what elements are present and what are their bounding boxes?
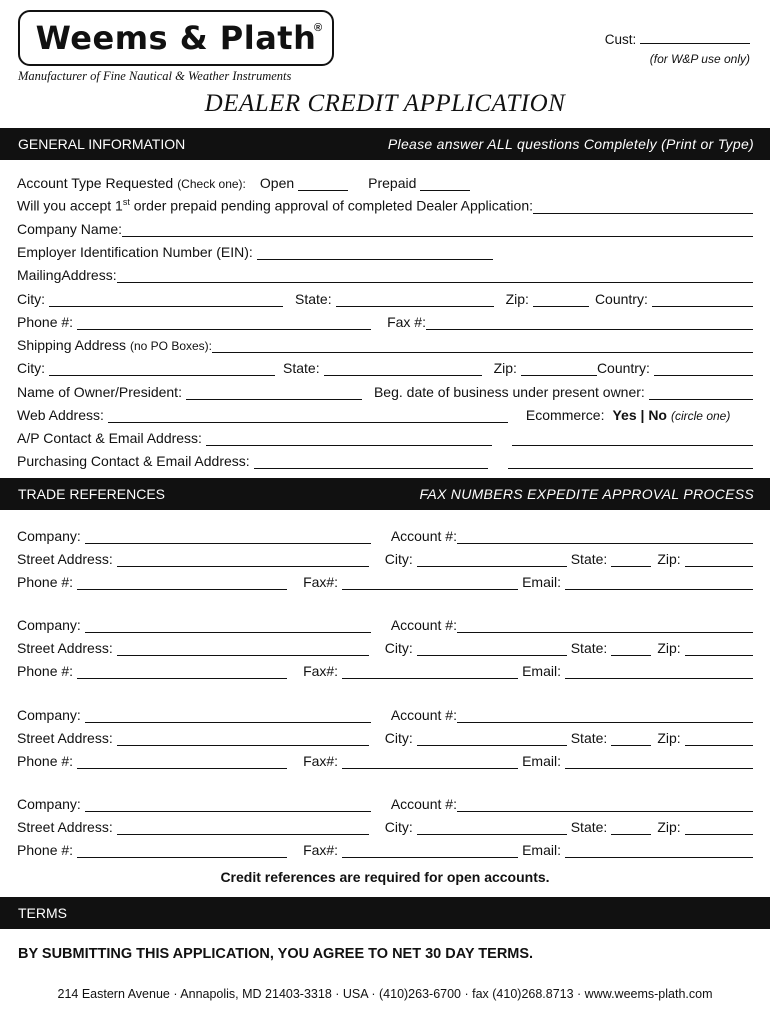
- ref4-city-label: City:: [384, 819, 413, 835]
- ref3-state-label: State:: [570, 730, 608, 746]
- ein-row: [17, 240, 753, 260]
- city-input[interactable]: [49, 291, 283, 307]
- ref1-email-input[interactable]: [565, 574, 753, 590]
- phone-input[interactable]: [77, 314, 371, 330]
- ref4-state-label: State:: [570, 819, 608, 835]
- shipping-city-label: City:: [17, 360, 45, 376]
- ref2-account-label: Account #:: [390, 617, 457, 633]
- ref2-zip-label: Zip:: [657, 640, 681, 656]
- ref3-zip-label: Zip:: [657, 730, 681, 746]
- shipping-country-input[interactable]: [654, 360, 753, 376]
- trade-ref-3-row-2: [17, 726, 753, 746]
- ref4-company-input[interactable]: [85, 796, 371, 812]
- ref3-phone-input[interactable]: [77, 753, 287, 769]
- cust-label: Cust:: [604, 32, 637, 47]
- ref2-city-label: City:: [384, 640, 413, 656]
- ref4-city-input[interactable]: [417, 819, 567, 835]
- ref2-state-label: State:: [570, 640, 608, 656]
- open-label: Open: [259, 175, 295, 191]
- page-title: DEALER CREDIT APPLICATION: [204, 90, 566, 117]
- ref2-account-input[interactable]: [457, 617, 753, 633]
- trade-ref-1-row-2: [17, 547, 753, 567]
- terms-header: [0, 897, 770, 929]
- account-type-label: Account Type Requested: [17, 175, 174, 191]
- web-input[interactable]: [108, 407, 508, 423]
- ref2-company-label: Company:: [17, 617, 81, 633]
- prepaid-input[interactable]: [420, 175, 470, 191]
- beg-date-label: Beg. date of business under present owner:: [373, 384, 645, 400]
- trade-ref-3-row-3: [17, 749, 753, 769]
- shipping-zip-input[interactable]: [521, 360, 597, 376]
- ref1-city-input[interactable]: [417, 551, 567, 567]
- purchasing-email-input[interactable]: [508, 453, 753, 469]
- mailing-city-row: [17, 287, 753, 307]
- owner-label: Name of Owner/President:: [17, 384, 182, 400]
- company-name-label: Company Name:: [17, 221, 123, 237]
- ref4-account-input[interactable]: [457, 796, 753, 812]
- logo-wordmark: Weems & Plath: [35, 19, 317, 57]
- brand-logo: [18, 10, 334, 66]
- trade-ref-1-row-3: [17, 570, 753, 590]
- trade-ref-2-row-1: [17, 613, 753, 633]
- mailing-input[interactable]: [117, 267, 753, 283]
- ref1-street-label: Street Address:: [17, 551, 113, 567]
- ref3-phone-label: Phone #:: [17, 753, 74, 769]
- fax-label: Fax #:: [387, 314, 426, 330]
- trade-ref-4-row-2: [17, 815, 753, 835]
- ref3-account-input[interactable]: [457, 707, 753, 723]
- cust-field[interactable]: [605, 30, 750, 47]
- terms-heading: TERMS: [18, 905, 67, 921]
- ref1-account-label: Account #:: [390, 528, 457, 544]
- ref4-phone-label: Phone #:: [17, 842, 74, 858]
- ref1-fax-label: Fax#:: [303, 574, 339, 590]
- trade-ref-2-row-3: [17, 659, 753, 679]
- first-order-input[interactable]: [533, 198, 753, 214]
- company-name-input[interactable]: [122, 221, 753, 237]
- ref1-city-label: City:: [384, 551, 413, 567]
- ref4-company-label: Company:: [17, 796, 81, 812]
- general-info-header: [0, 128, 770, 160]
- ref1-phone-input[interactable]: [77, 574, 287, 590]
- ecommerce-label: Ecommerce:: [525, 407, 605, 423]
- ref1-company-input[interactable]: [85, 528, 371, 544]
- company-name-row: [17, 217, 753, 237]
- ref3-fax-label: Fax#:: [303, 753, 339, 769]
- ref3-street-label: Street Address:: [17, 730, 113, 746]
- ref2-fax-input[interactable]: [342, 663, 518, 679]
- tagline: Manufacturer of Fine Nautical & Weather Instruments: [18, 69, 292, 83]
- ap-contact-label: A/P Contact & Email Address:: [17, 430, 202, 446]
- ref2-street-input[interactable]: [117, 640, 369, 656]
- cust-note: (for W&P use only): [649, 52, 750, 66]
- cust-input-line[interactable]: [640, 30, 750, 44]
- ref2-street-label: Street Address:: [17, 640, 113, 656]
- ref3-street-input[interactable]: [117, 730, 369, 746]
- shipping-city-row: [17, 356, 753, 376]
- shipping-input[interactable]: [212, 337, 753, 353]
- ref3-city-label: City:: [384, 730, 413, 746]
- trade-ref-4-row-3: [17, 838, 753, 858]
- ref1-account-input[interactable]: [457, 528, 753, 544]
- check-one-note: (Check one):: [177, 177, 246, 191]
- trade-ref-1-row-1: [17, 524, 753, 544]
- yes-no-choice[interactable]: Yes | No: [612, 407, 667, 423]
- ref2-email-label: Email:: [522, 663, 561, 679]
- no-po-note: (no PO Boxes):: [129, 339, 212, 353]
- general-info-heading: GENERAL INFORMATION: [18, 136, 186, 152]
- trade-references-heading: TRADE REFERENCES: [18, 486, 166, 502]
- ref4-zip-label: Zip:: [657, 819, 681, 835]
- ref4-zip-input[interactable]: [685, 819, 753, 835]
- ref2-phone-input[interactable]: [77, 663, 287, 679]
- city-label: City:: [17, 291, 45, 307]
- ein-label: Employer Identification Number (EIN):: [17, 244, 253, 260]
- first-order-label: Will you accept 1st order prepaid pending approval of completed Dealer Application:: [17, 197, 533, 214]
- web-label: Web Address:: [17, 407, 104, 423]
- purchasing-row: [17, 449, 753, 469]
- ref1-email-label: Email:: [522, 574, 561, 590]
- state-label: State:: [295, 291, 332, 307]
- first-order-row: [17, 194, 753, 214]
- ref1-street-input[interactable]: [117, 551, 369, 567]
- ref1-phone-label: Phone #:: [17, 574, 74, 590]
- ref1-state-label: State:: [570, 551, 608, 567]
- circle-one-note: (circle one): [670, 409, 731, 423]
- ref2-company-input[interactable]: [85, 617, 371, 633]
- ref2-state-input[interactable]: [611, 640, 651, 656]
- state-input[interactable]: [336, 291, 494, 307]
- shipping-state-label: State:: [283, 360, 320, 376]
- ref4-fax-input[interactable]: [342, 842, 518, 858]
- ref3-company-label: Company:: [17, 707, 81, 723]
- phone-fax-row: [17, 310, 753, 330]
- ref1-zip-label: Zip:: [657, 551, 681, 567]
- ref4-account-label: Account #:: [390, 796, 457, 812]
- ref3-email-label: Email:: [522, 753, 561, 769]
- trade-references-header: [0, 478, 770, 510]
- ref2-zip-input[interactable]: [685, 640, 753, 656]
- owner-input[interactable]: [186, 384, 362, 400]
- ref3-city-input[interactable]: [417, 730, 567, 746]
- beg-date-input[interactable]: [649, 384, 753, 400]
- ref1-company-label: Company:: [17, 528, 81, 544]
- terms-text: BY SUBMITTING THIS APPLICATION, YOU AGREE TO NET 30 DAY TERMS.: [18, 946, 534, 962]
- ref2-fax-label: Fax#:: [303, 663, 339, 679]
- prepaid-label: Prepaid: [368, 175, 417, 191]
- ap-contact-row: [17, 426, 753, 446]
- zip-label: Zip:: [505, 291, 529, 307]
- ref2-email-input[interactable]: [565, 663, 753, 679]
- ref3-fax-input[interactable]: [342, 753, 518, 769]
- ref4-fax-label: Fax#:: [303, 842, 339, 858]
- shipping-label: Shipping Address: [17, 337, 126, 353]
- ref4-street-label: Street Address:: [17, 819, 113, 835]
- ref3-company-input[interactable]: [85, 707, 371, 723]
- web-row: [17, 403, 753, 423]
- ref4-street-input[interactable]: [117, 819, 369, 835]
- ref3-email-input[interactable]: [565, 753, 753, 769]
- ref1-zip-input[interactable]: [685, 551, 753, 567]
- ap-contact-input[interactable]: [206, 430, 492, 446]
- ref3-zip-input[interactable]: [685, 730, 753, 746]
- zip-input[interactable]: [533, 291, 589, 307]
- ref1-state-input[interactable]: [611, 551, 651, 567]
- shipping-state-input[interactable]: [324, 360, 482, 376]
- general-info-instruction: Please answer ALL questions Completely (Print or Type): [387, 136, 754, 152]
- shipping-row: [17, 333, 753, 353]
- shipping-city-input[interactable]: [49, 360, 275, 376]
- open-input[interactable]: [298, 175, 348, 191]
- ref4-state-input[interactable]: [611, 819, 651, 835]
- ref4-email-label: Email:: [522, 842, 561, 858]
- ref4-phone-input[interactable]: [77, 842, 287, 858]
- phone-label: Phone #:: [17, 314, 74, 330]
- ref3-account-label: Account #:: [390, 707, 457, 723]
- ref1-fax-input[interactable]: [342, 574, 518, 590]
- registered-mark: ®: [314, 22, 323, 34]
- trade-ref-3-row-1: [17, 703, 753, 723]
- purchasing-input[interactable]: [254, 453, 488, 469]
- owner-row: [17, 380, 753, 400]
- ref3-state-input[interactable]: [611, 730, 651, 746]
- trade-references-instruction: FAX NUMBERS EXPEDITE APPROVAL PROCESS: [419, 486, 754, 502]
- trade-ref-4-row-1: [17, 792, 753, 812]
- ap-email-input[interactable]: [512, 430, 753, 446]
- mailing-label: MailingAddress:: [17, 267, 117, 283]
- ein-input[interactable]: [257, 244, 493, 260]
- mailing-row: [17, 263, 753, 283]
- ref2-city-input[interactable]: [417, 640, 567, 656]
- shipping-zip-label: Zip:: [493, 360, 517, 376]
- fax-input[interactable]: [426, 314, 753, 330]
- ref4-email-input[interactable]: [565, 842, 753, 858]
- country-input[interactable]: [652, 291, 753, 307]
- country-label: Country:: [594, 291, 648, 307]
- footer-address: 214 Eastern Avenue · Annapolis, MD 21403-3318 · USA · (410)263-6700 · fax (410)268.8713 · www.weems-plath.com: [57, 987, 713, 1001]
- credit-note: Credit references are required for open accounts.: [220, 869, 550, 885]
- shipping-country-label: Country:: [596, 360, 650, 376]
- purchasing-label: Purchasing Contact & Email Address:: [17, 453, 250, 469]
- account-type-row: [17, 171, 753, 191]
- ref2-phone-label: Phone #:: [17, 663, 74, 679]
- trade-ref-2-row-2: [17, 636, 753, 656]
